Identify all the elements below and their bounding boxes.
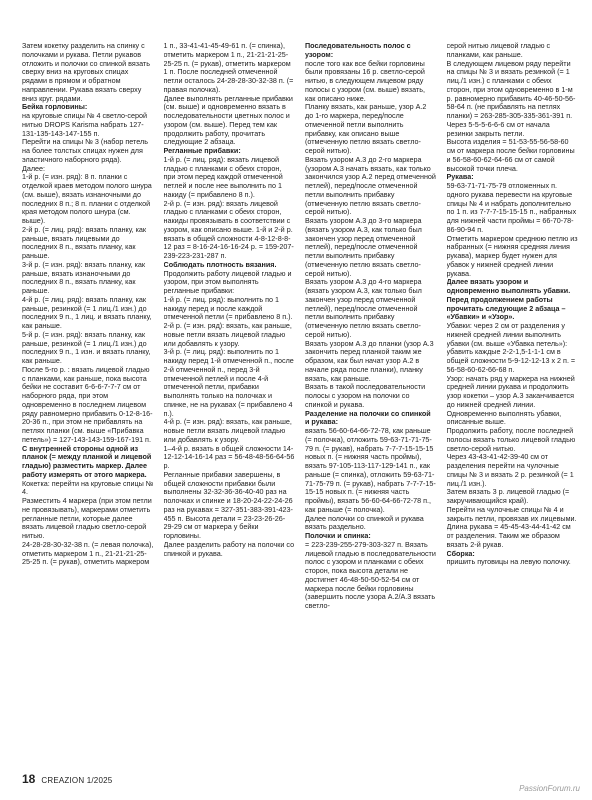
paragraph: Через 5-5-5-6-6-6 см от начала резинки закрыть петли.: [446, 119, 550, 138]
paragraph: 1–4-й р. вязать в общей сложности 14-12-12-14-16-14 раз = 56-48-48-56-64-56 р.: [163, 443, 295, 470]
paragraph: 2-й р. (= лиц. ряд): вязать планку, как раньше, вязать лицевыми до последних 8 п., вязать планку, как раньше.: [22, 224, 147, 260]
paragraph: Продолжить работу, после последней полосы вязать только лицевой гладью светло-серой нитью.: [446, 426, 576, 453]
page-body: [22, 42, 578, 772]
text-column-1: [22, 42, 154, 772]
paragraph: Перейти на чулочные спицы № 4 и закрыть петли, провязав их лицевыми.: [446, 504, 577, 523]
page-number: 18: [22, 772, 36, 786]
paragraph: Вязать узором А.3 до планки (узор А.3 закончить перед планкой таким же образом, как был начат узор А.2 в начале ряда после планки), планку вязать, как раньше.: [305, 338, 434, 383]
paragraph: Регланные прибавки завершены, в общей сложности прибавки были выполнены 32-32-36-36-40-40 раз на полочках и спинке и 18-20-24-22-24-26 раз на рукавах = 327-351-383-391-423-455 п. Высота детали = 23-23-26-26-29-29 см от маркера у бейки горловины.: [163, 469, 293, 540]
watermark: PassionForum.ru: [519, 784, 580, 793]
paragraph: Бейка горловины:: [22, 102, 88, 112]
paragraph: = 223-239-255-279-303-327 п. Вязать лицевой гладью в последовательности полос с узором и планками с обеих сторон, пока высота детали не достигнет 46-48-50-50-52-54 см от маркера после бейки горловины (завершить после узора А.2/А.3 вязать светло-: [305, 539, 436, 610]
page-footer: [22, 772, 112, 786]
paragraph: Высота изделия = 51-53-55-56-58-60 см от маркера после бейки горловины и 56-58-60-62-64-66 см от самой высокой точки плеча.: [446, 137, 575, 173]
paragraph: Далее:: [22, 163, 46, 173]
paragraph: 2-й р. (= изн. ряд): вязать, как раньше, новые петли вязать лицевой гладью или добавлять к узору.: [163, 321, 292, 348]
paragraph: Полочки и спинка:: [305, 531, 371, 540]
paragraph: пришить пуговицы на левую полочку.: [446, 557, 571, 567]
paragraph: Далее полочки со спинкой и рукава вязать раздельно.: [305, 513, 424, 532]
paragraph: 3-й р. (= изн. ряд): вязать планку, как раньше, вязать изнаночными до последних 8 п., вязать планку, как раньше.: [22, 259, 146, 295]
paragraph: на круговые спицы № 4 светло-серой нитью DROPS Karisma набрать 127-131-135-143-147-155 п.: [22, 111, 148, 138]
paragraph: Далее вязать узором и одновременно выполнять убавки. Перед продолжением работы прочитать следующие 2 абзаца – «Убавки» и «Узор».: [446, 277, 571, 322]
paragraph: Далее разделить работу на полочки со спинкой и рукава.: [163, 539, 295, 558]
paragraph: 59-63-71-71-75-79 отложенных п. одного рукава перевести на круговые спицы № 4 и набрать дополнительно по 1 п. из 7-7-7-15-15-15 п., набранных для нижней части проймы = 66-70-78-86-90-94 п.: [446, 181, 577, 234]
paragraph: 5-й р. (= изн. ряд): вязать планку, как раньше, резинкой (= 1 лиц./1 изн.) до последних 9 п., 1 изн. и вязать планку, как раньше.: [22, 329, 151, 365]
paragraph: Затем кокетку разделить на спинку с полочками и рукава. Петли рукавов отложить и полочки со спинкой вязать сверху вниз на круговых спицах рядами в прямом и обратном направлении. Рукава вязать сверху вниз круг. рядами.: [22, 42, 150, 103]
text-column-4: [447, 42, 579, 772]
magazine-issue: CREAZION 1/2025: [41, 776, 113, 785]
paragraph: После 5-го р. : вязать лицевой гладью с планками, как раньше, пока высота бейки не составит 6-6-6-7-7-7 см от наборного ряда, при этом одновременно в последнем лицевом ряду равномерно прибавить 0-12-8-16-20-36 п., при этом не прибавлять на петлях планки (см. выше «Прибавка петель») = 127-143-143-159-167-191 п.: [22, 364, 153, 444]
paragraph: вязать 56-60-64-66-72-78, как раньше (= полочка), отложить 59-63-71-71-75-79 п. (= рукав), набрать 7-7-7-15-15-15 новых п. (= нижняя часть проймы), вязать 97-105-113-117-129-141 п., как раньше (= спинка), отложить 59-63-71-71-75-79 п. (= рукав), набрать 7-7-7-15-15-15 новых п. (= нижняя часть проймы), вязать 56-60-64-66-72-78 п., как раньше (= полочка).: [305, 426, 436, 514]
paragraph: Сборка:: [446, 548, 475, 558]
paragraph: 3-й р. (= лиц. ряд): выполнить по 1 накиду перед 1-й отмеченной п., после 2-й отмеченной п., перед 3-й отмеченной петлей и после 4-й отмеченной петли, прибавки выполнять только на полочках и спинке, не на рукавах (= прибавлено 4 п.).: [163, 347, 294, 418]
paragraph: 4-й р. (= лиц. ряд): вязать планку, как раньше, резинкой (= 1 лиц./1 изн.) до последних 9 п., 1 лиц. и вязать планку, как раньше.: [22, 294, 152, 330]
text-column-3: [305, 42, 437, 772]
paragraph: Отметить маркером среднюю петлю из набранных (= нижняя средняя линия рукава), маркер будет нужен для убавок у нижней средней линии рукава.: [446, 233, 578, 278]
paragraph: Последовательность полос с узором:: [305, 42, 411, 59]
paragraph: Затем вязать 3 р. лицевой гладью (= закручивающийся край).: [446, 487, 570, 505]
paragraph: Вязать узором А.3 до 4-го маркера (вязать узором А.3, как только был закончен узор перед отмеченной петлей), перед/после отмеченной петли выполнить прибавку (отмеченную петлю вязать светло-серой нитью).: [305, 277, 422, 339]
paragraph: С внутренней стороны одной из планок (= между планкой и лицевой гладью) разместить маркер. Далее работу измерять от этого маркера.: [22, 443, 152, 479]
paragraph: 1-й р. (= лиц. ряд): выполнить по 1 накиду перед и после каждой отмеченной петли (= прибавлено 8 п.).: [163, 294, 293, 322]
paragraph: Кокетка: перейти на круговые спицы № 4.: [22, 478, 154, 497]
paragraph: после того как все бейки горловины были провязаны 16 р. светло-серой нитью, в следующем лицевом ряду полосы с узором (см. выше) вязать, как описано ниже.: [305, 58, 425, 103]
paragraph: Соблюдать плотность вязания.: [163, 259, 277, 269]
paragraph: Планку вязать, как раньше, узор А.2 до 1-го маркера, перед/после отмеченной петли выполнить прибавку, как описано выше (отмеченную петлю вязать светло-серой нитью).: [305, 102, 427, 155]
paragraph: Длина рукава = 45-45-43-44-41-42 см от разделения. Таким же образом вязать 2-й рукав.: [446, 522, 571, 549]
paragraph: В следующем лицевом ряду перейти на спицы № 3 и вязать резинкой (= 1 лиц./1 изн.) с планками с обеих сторон, при этом одновременно в 1-м р. равномерно прибавить 40-46-50-56-58-64 п. (не прибавлять на петлях планки) = 263-285-305-335-361-391 п.: [446, 58, 576, 120]
paragraph: Убавки: через 2 см от разделения у нижней средней линии выполнить убавки (см. выше «Убавка петель»): убавить каждые 2-2-1,5-1-1-1 см в общей сложности 5-9-12-12-13 х 2 п. = 56-58-60-62-66-68 п.: [446, 321, 576, 374]
paragraph: 1-й р. (= лиц. ряд): вязать лицевой гладью с планками с обеих сторон, при этом перед каждой отмеченной петлей и после нее выполнить по 1 накиду (= прибавлено 8 п.).: [163, 154, 283, 199]
paragraph: 4-й р. (= изн. ряд): вязать, как раньше, новые петли вязать лицевой гладью или добавлять к узору.: [163, 417, 292, 444]
paragraph: Вязать узором А.3 до 3-го маркера (вязать узором А.3, как только был закончен узор перед отмеченной петлей), перед/после отмеченной петли выполнить прибавку (отмеченную петлю вязать светло-серой нитью).: [305, 216, 422, 278]
paragraph: Продолжить работу лицевой гладью и узором, при этом выполнять регланные прибавки:: [163, 268, 292, 295]
paragraph: серой нитью лицевой гладью с планками, как раньше.: [446, 42, 551, 59]
paragraph: Вязать в такой последовательности полосы с узором на полочки со спинкой и рукава.: [305, 382, 426, 409]
paragraph: 2-й р. (= изн. ряд): вязать лицевой гладью с планками с обеих сторон, накиды провязывать в соответствии с узором, как описано выше. 1-й и 2-й р. вязать в общей сложности 4-8-12-8-8-12 раз = 8-16-24-16-16-24 р. = 159-207-239-223-231-287 п.: [163, 198, 294, 260]
paragraph: Регланные прибавки:: [163, 146, 241, 155]
text-column-2: [164, 42, 296, 772]
paragraph: Через 43-43-41-42-39-40 см от разделения перейти на чулочные спицы № 3 и вязать 2 р. резинкой (= 1 лиц./1 изн.).: [446, 452, 574, 488]
paragraph: Разместить 4 маркера (при этом петли не провязывать), маркерами отметить регланные петли, которые далее вязать лицевой гладью светло-серой нитью.: [22, 496, 152, 540]
paragraph: Разделение на полочки со спинкой и рукава:: [305, 408, 431, 427]
paragraph: Узор: начать ряд у маркера на нижней средней линии рукава и продолжить узор кокетки – узор А.3 заканчивается до нижней средней линии. Одновременно выполнять убавки, описанные выше.: [446, 373, 575, 427]
paragraph: Рукава:: [446, 172, 474, 182]
paragraph: Далее выполнять регланные прибавки (см. выше) и одновременно вязать в последовательности цветных полос и узором (см. выше). Перед тем как продолжить работу, прочитать следующие 2 абзаца.: [163, 93, 293, 147]
paragraph: 1 п., 33-41-41-45-49-61 п. (= спинка), отметить маркером 1 п., 21-21-21-25-25-25 п. (= рукав), отметить маркером 1 п. После последней отмеченной петли осталось 24-28-28-30-32-38 п. (= правая полочка).: [163, 42, 294, 94]
paragraph: Вязать узором А.3 до 2-го маркера (узором А.3 начать вязать, как только закончился узор А.2 перед отмеченной петлей), перед/после отмеченной петли выполнить прибавку (отмеченную петлю вязать светло-серой нитью).: [305, 154, 436, 217]
paragraph: Перейти на спицы № 3 (набор петель на более толстых спицах нужен для эластичного наборного ряда).: [22, 137, 148, 164]
paragraph: 1-й р. (= изн. ряд): 8 п. планки с отделкой краев методом полого шнура (см. выше), вязать изнаночными до последних 8 п.; 8 п. планки с отделкой края методом полого шнура (см. выше).: [22, 172, 152, 225]
paragraph: 24-28-28-30-32-38 п. (= левая полочка), отметить маркером 1 п., 21-21-21-25-25-25 п. (= рукав), отметить маркером: [22, 539, 154, 567]
